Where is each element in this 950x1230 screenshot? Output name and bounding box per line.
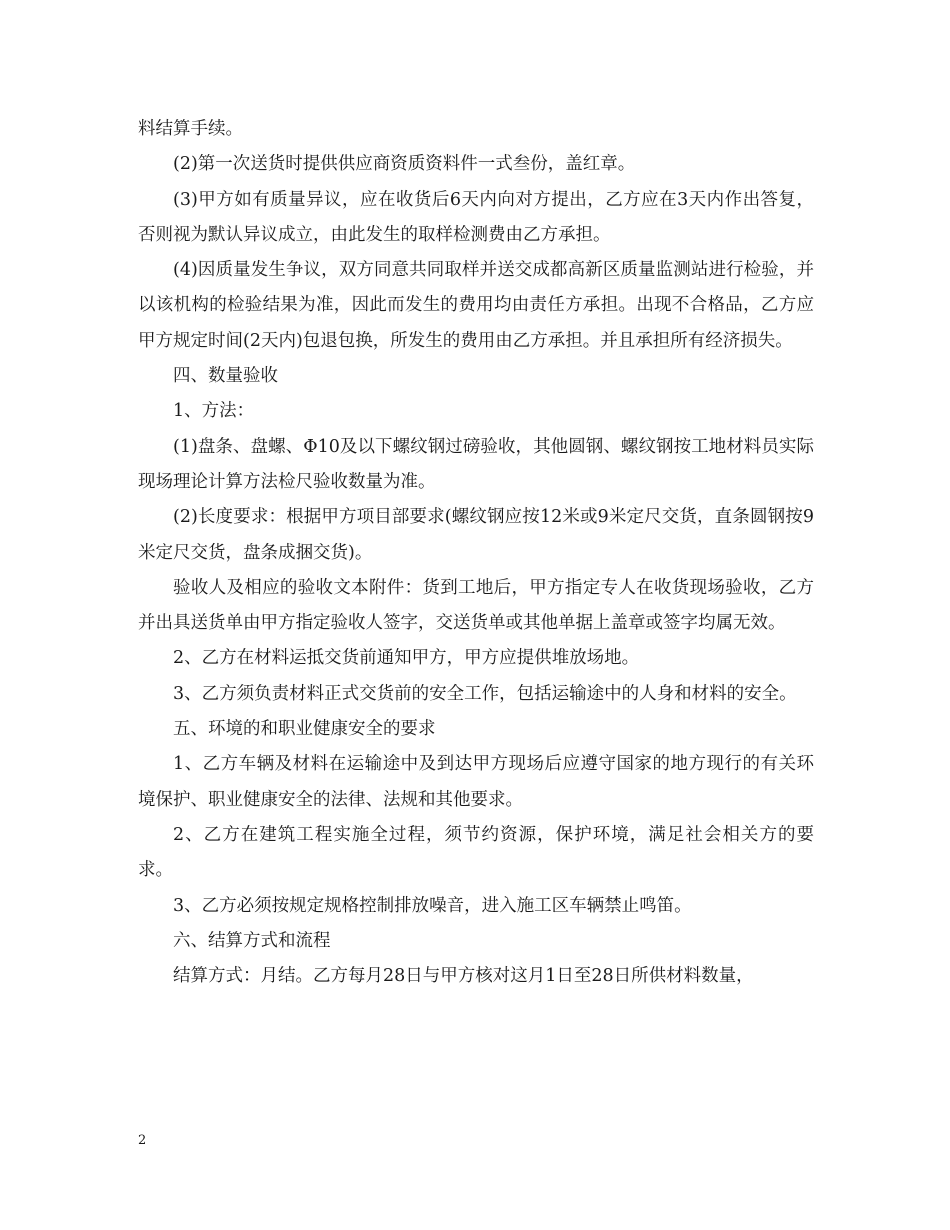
document-body <box>138 112 814 994</box>
paragraph-environment-laws: 1、乙方车辆及材料在运输途中及到达甲方现场后应遵守国家的地方现行的有关环境保护、职业健康安全的法律、法规和其他要求。 <box>138 754 814 810</box>
page-number: 2 <box>138 1133 147 1148</box>
subheading-method: 1、方法： <box>173 401 255 422</box>
paragraph-noise-control: 3、乙方必须按规定规格控制排放噪音，进入施工区车辆禁止鸣笛。 <box>173 895 692 916</box>
section-heading-quantity-acceptance: 四、数量验收 <box>173 366 278 387</box>
paragraph-acceptance-personnel: 验收人及相应的验收文本附件：货到工地后，甲方指定专人在收货现场验收，乙方并出具送货单由甲方指定验收人签字，交送货单或其他单据上盖章或签字均属无效。 <box>138 577 814 634</box>
paragraph-quality-objection: (3)甲方如有质量异议，应在收货后6天内向对方提出，乙方应在3天内作出答复，否则视为默认异议成立，由此发生的取样检测费由乙方承担。 <box>138 189 814 245</box>
paragraph-continuation: 料结算手续。 <box>138 119 243 139</box>
paragraph-settlement-method: 结算方式：月结。乙方每月28日与甲方核对这月1日至28日所供材料数量， <box>173 966 754 987</box>
paragraph-weighing-acceptance: (1)盘条、盘螺、Φ10及以下螺纹钢过磅验收，其他圆钢、螺纹钢按工地材料员实际现场理论计算方法检尺验收数量为准。 <box>138 436 814 492</box>
paragraph-supplier-qualification: (2)第一次送货时提供供应商资质资料件一式叁份，盖红章。 <box>173 154 636 175</box>
section-heading-environment-health: 五、环境的和职业健康安全的要求 <box>173 719 436 740</box>
paragraph-safety-responsibility: 3、乙方须负责材料正式交货前的安全工作，包括运输途中的人身和材料的安全。 <box>173 683 797 704</box>
paragraph-quality-dispute: (4)因质量发生争议，双方同意共同取样并送交成都高新区质量监测站进行检验，并以该机构的检验结果为准，因此而发生的费用均由责任方承担。出现不合格品，乙方应甲方规定时间(2天内)包退包换，所发生的费用由乙方承担。并且承担所有经济损失。 <box>138 260 814 351</box>
paragraph-length-requirement: (2)长度要求：根据甲方项目部要求(螺纹钢应按12米或9米定尺交货，直条圆钢按9米定尺交货，盘条成捆交货)。 <box>138 507 814 563</box>
paragraph-delivery-notice: 2、乙方在材料运抵交货前通知甲方，甲方应提供堆放场地。 <box>173 648 640 669</box>
section-heading-settlement: 六、结算方式和流程 <box>173 930 331 951</box>
paragraph-resource-saving: 2、乙方在建筑工程实施全过程，须节约资源，保护环境，满足社会相关方的要求。 <box>138 824 814 881</box>
